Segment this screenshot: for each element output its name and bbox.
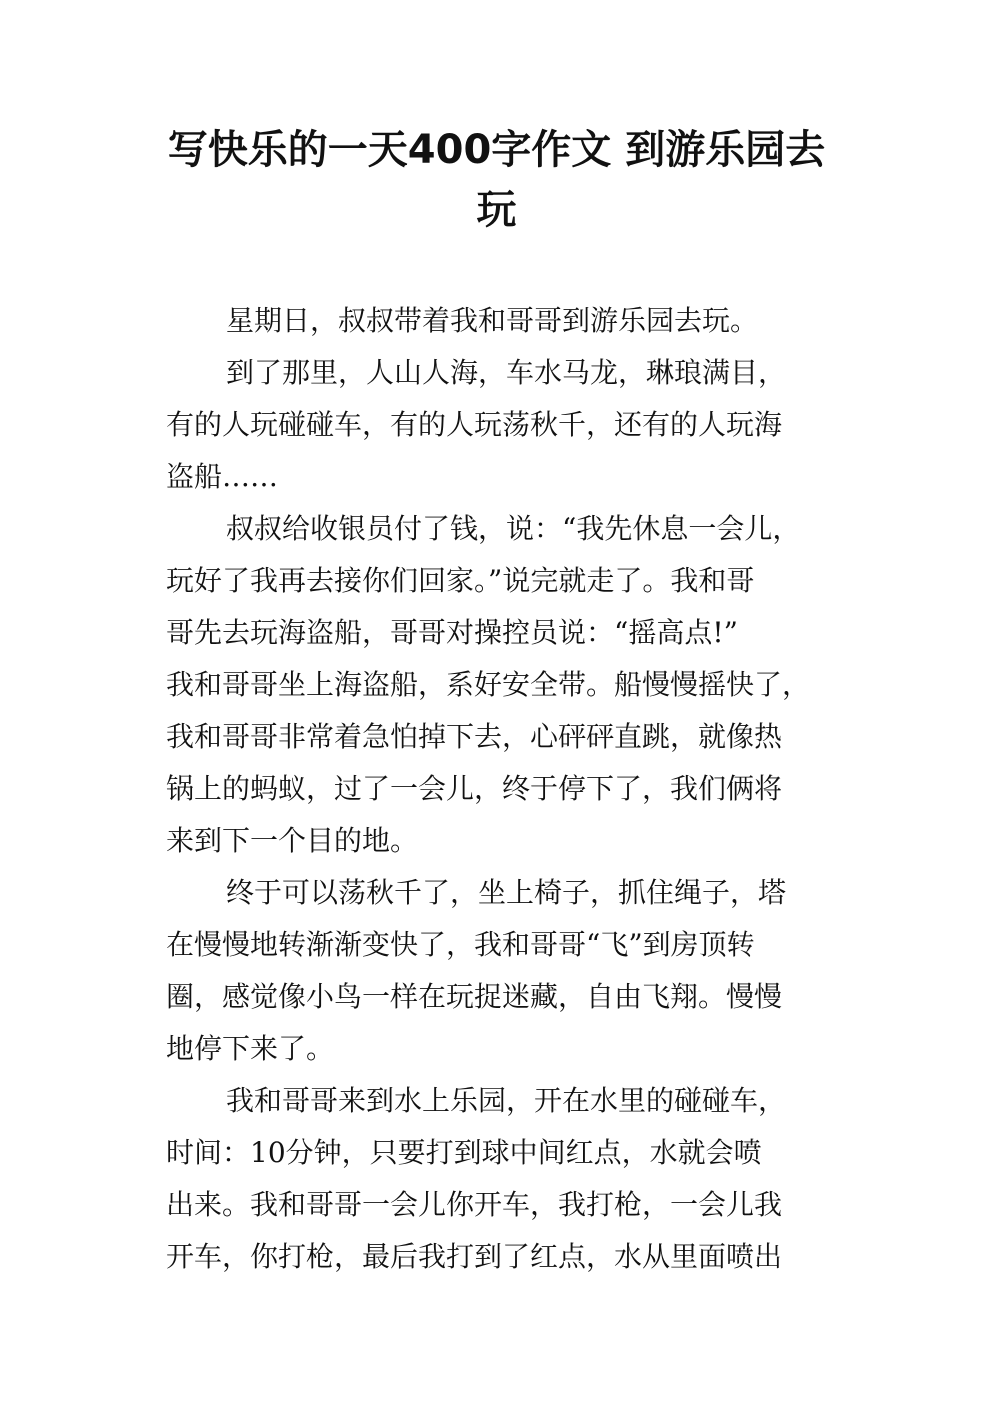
text-line: 我和哥哥来到水上乐园，开在水里的碰碰车， <box>226 1084 787 1117</box>
text-line: 地停下来了。 <box>166 1032 335 1065</box>
text-line: 叔叔给收银员付了钱，说：“我先休息一会儿， <box>226 512 801 545</box>
text-line: 哥先去玩海盗船，哥哥对操控员说：“摇高点!” <box>166 616 738 649</box>
text-line: 来到下一个目的地。 <box>166 824 419 857</box>
text-line: 我和哥哥坐上海盗船，系好安全带。船慢慢摇快了， <box>166 668 811 701</box>
paragraph-2 <box>166 347 846 503</box>
text-line: 在慢慢地转渐渐变快了，我和哥哥“飞”到房顶转 <box>166 928 755 961</box>
text-line: 玩好了我再去接你们回家。”说完就走了。我和哥 <box>166 564 755 597</box>
paragraph-5 <box>166 1075 846 1283</box>
text-line: 终于可以荡秋千了，坐上椅子，抓住绳子，塔 <box>226 876 787 909</box>
text-line: 我和哥哥非常着急怕掉下去，心砰砰直跳，就像热 <box>166 720 783 753</box>
paragraph-3 <box>166 503 846 867</box>
text-line: 开车，你打枪，最后我打到了红点，水从里面喷出 <box>166 1240 783 1273</box>
title-line-1: 写快乐的一天400字作文 到游乐园去 <box>167 127 826 173</box>
text-line: 锅上的蚂蚁，过了一会儿，终于停下了，我们俩将 <box>166 772 783 805</box>
text-line: 圈，感觉像小鸟一样在玩捉迷藏，自由飞翔。慢慢 <box>166 980 783 1013</box>
document-title <box>0 120 993 240</box>
paragraph-1 <box>166 295 846 347</box>
text-line: 时间：10分钟，只要打到球中间红点，水就会喷 <box>166 1136 762 1169</box>
paragraph-4 <box>166 867 846 1075</box>
text-line: 有的人玩碰碰车，有的人玩荡秋千，还有的人玩海 <box>166 408 783 441</box>
text-line: 盗船…… <box>166 460 279 493</box>
title-line-2: 玩 <box>476 187 517 233</box>
document-body <box>166 295 846 1283</box>
text-line: 星期日，叔叔带着我和哥哥到游乐园去玩。 <box>226 304 759 337</box>
text-line: 到了那里，人山人海，车水马龙，琳琅满目， <box>226 356 787 389</box>
text-line: 出来。我和哥哥一会儿你开车，我打枪，一会儿我 <box>166 1188 783 1221</box>
